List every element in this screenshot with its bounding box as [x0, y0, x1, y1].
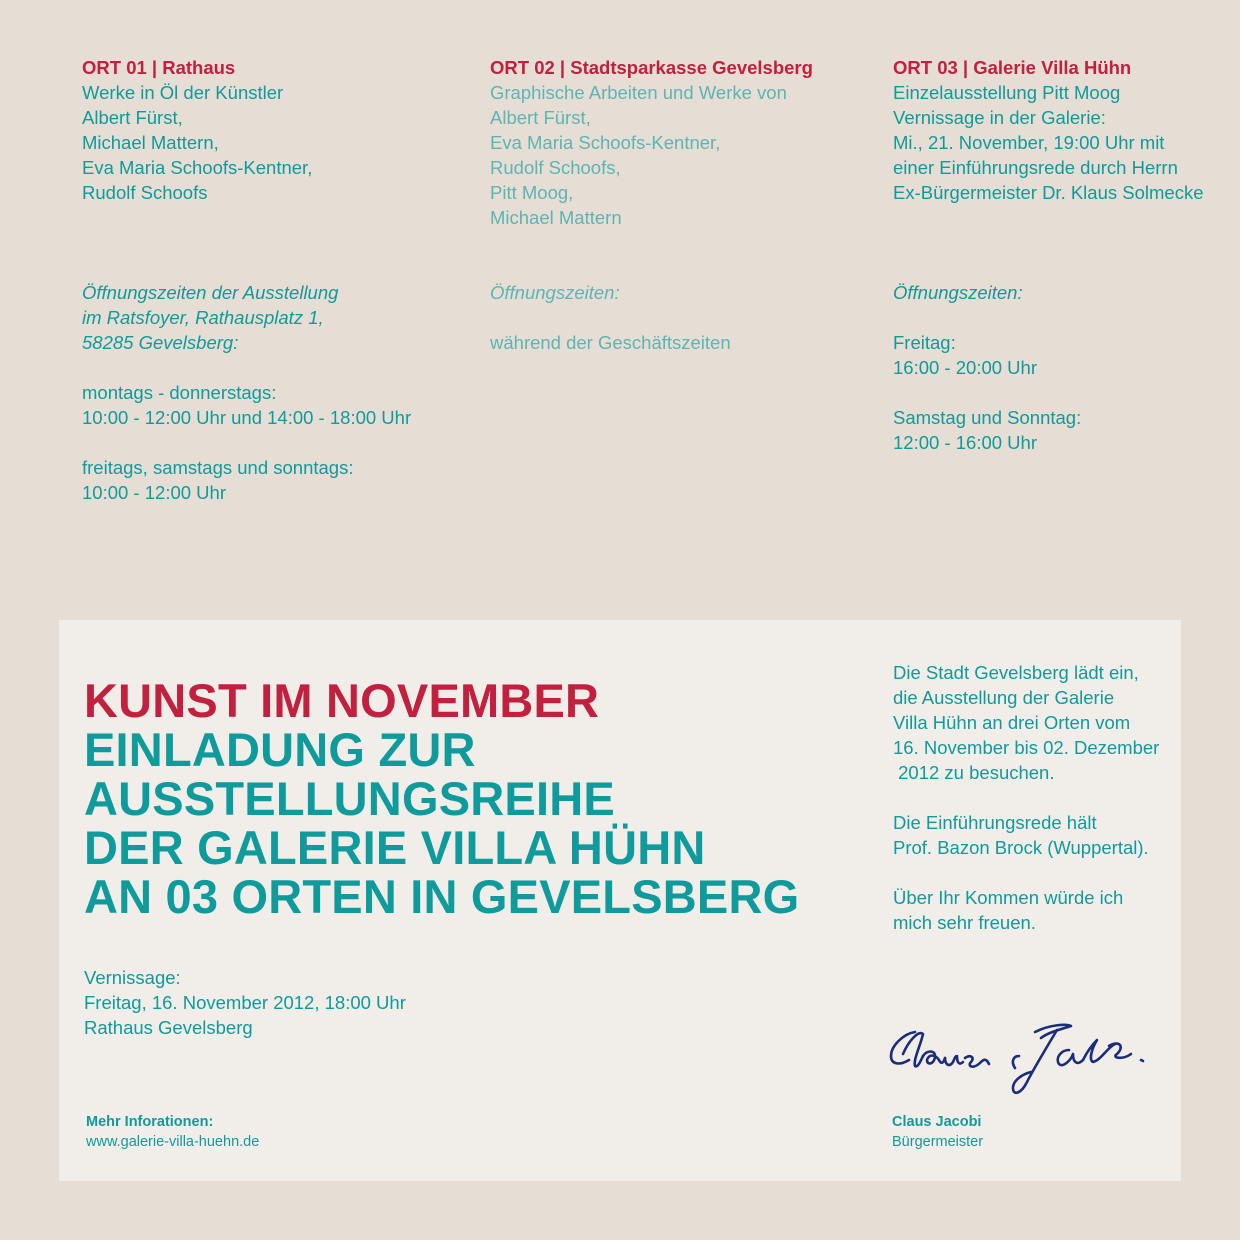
more-info-label: Mehr Inforationen:: [86, 1114, 214, 1130]
vernissage-date: Freitag, 16. November 2012, 18:00 Uhr: [84, 992, 406, 1013]
location-1-hours-time: 10:00 - 12:00 Uhr: [82, 482, 226, 503]
location-1-hours-days: montags - donnerstags:: [82, 382, 277, 403]
location-3-column: [893, 55, 1233, 455]
invitation-line: 2012 zu besuchen.: [893, 762, 1055, 783]
location-1-hours-label: im Ratsfoyer, Rathausplatz 1,: [82, 307, 324, 328]
location-1-line: Rudolf Schoofs: [82, 182, 208, 203]
location-2-hours-label: Öffnungszeiten:: [490, 282, 620, 303]
location-1-line: Eva Maria Schoofs-Kentner,: [82, 157, 313, 178]
location-3-line: Einzelausstellung Pitt Moog: [893, 82, 1121, 103]
location-2-line: Graphische Arbeiten und Werke von: [490, 82, 787, 103]
main-title: [84, 676, 799, 921]
title-line: AN 03 ORTEN IN GEVELSBERG: [84, 870, 800, 923]
location-1-column: [82, 55, 472, 505]
invitation-line: Villa Hühn an drei Orten vom: [893, 712, 1131, 733]
location-1-hours-days: freitags, samstags und sonntags:: [82, 457, 354, 478]
location-1-heading: ORT 01 | Rathaus: [82, 57, 236, 78]
location-2-line: Rudolf Schoofs,: [490, 157, 621, 178]
location-2-line: Michael Mattern: [490, 207, 622, 228]
location-1-line: Albert Fürst,: [82, 107, 183, 128]
title-line: DER GALERIE VILLA HÜHN: [84, 821, 706, 874]
signer-block: [892, 1112, 983, 1152]
vernissage-place: Rathaus Gevelsberg: [84, 1017, 253, 1038]
location-3-line: Mi., 21. November, 19:00 Uhr mit: [893, 132, 1165, 153]
vernissage-label: Vernissage:: [84, 967, 181, 988]
signer-role: Bürgermeister: [892, 1134, 984, 1150]
location-1-hours-time: 10:00 - 12:00 Uhr und 14:00 - 18:00 Uhr: [82, 407, 412, 428]
invitation-line: 16. November bis 02. Dezember: [893, 737, 1160, 758]
invitation-line: mich sehr freuen.: [893, 912, 1036, 933]
location-3-line: Ex-Bürgermeister Dr. Klaus Solmecke: [893, 182, 1204, 203]
location-1-line: Michael Mattern,: [82, 132, 219, 153]
invitation-line: Die Stadt Gevelsberg lädt ein,: [893, 662, 1139, 683]
location-2-line: Pitt Moog,: [490, 182, 574, 203]
location-2-line: Albert Fürst,: [490, 107, 591, 128]
invitation-text: [893, 660, 1183, 935]
more-info: [86, 1112, 259, 1152]
location-3-line: einer Einführungsrede durch Herrn: [893, 157, 1178, 178]
location-3-heading: ORT 03 | Galerie Villa Hühn: [893, 57, 1132, 78]
location-3-hours-time: 12:00 - 16:00 Uhr: [893, 432, 1037, 453]
location-2-line: Eva Maria Schoofs-Kentner,: [490, 132, 721, 153]
location-2-heading: ORT 02 | Stadtsparkasse Gevelsberg: [490, 57, 813, 78]
location-3-hours-days: Freitag:: [893, 332, 956, 353]
location-2-column: [490, 55, 870, 355]
signature-image: [885, 1010, 1155, 1110]
location-1-hours-label: 58285 Gevelsberg:: [82, 332, 239, 353]
more-info-link[interactable]: www.galerie-villa-huehn.de: [86, 1134, 260, 1150]
title-line: AUSSTELLUNGSREIHE: [84, 772, 615, 825]
location-1-hours-label: Öffnungszeiten der Ausstellung: [82, 282, 339, 303]
invitation-line: Prof. Bazon Brock (Wuppertal).: [893, 837, 1149, 858]
location-1-line: Werke in Öl der Künstler: [82, 82, 284, 103]
location-3-hours-time: 16:00 - 20:00 Uhr: [893, 357, 1037, 378]
location-3-hours-label: Öffnungszeiten:: [893, 282, 1023, 303]
vernissage-info: [84, 965, 406, 1040]
invitation-line: die Ausstellung der Galerie: [893, 687, 1115, 708]
location-3-hours-days: Samstag und Sonntag:: [893, 407, 1082, 428]
title-line: EINLADUNG ZUR: [84, 723, 476, 776]
location-3-line: Vernissage in der Galerie:: [893, 107, 1106, 128]
signer-name: Claus Jacobi: [892, 1114, 982, 1130]
invitation-line: Über Ihr Kommen würde ich: [893, 887, 1124, 908]
location-2-hours-text: während der Geschäftszeiten: [490, 332, 731, 353]
invitation-line: Die Einführungsrede hält: [893, 812, 1097, 833]
title-line-kunst-im-november: KUNST IM NOVEMBER: [84, 674, 600, 727]
